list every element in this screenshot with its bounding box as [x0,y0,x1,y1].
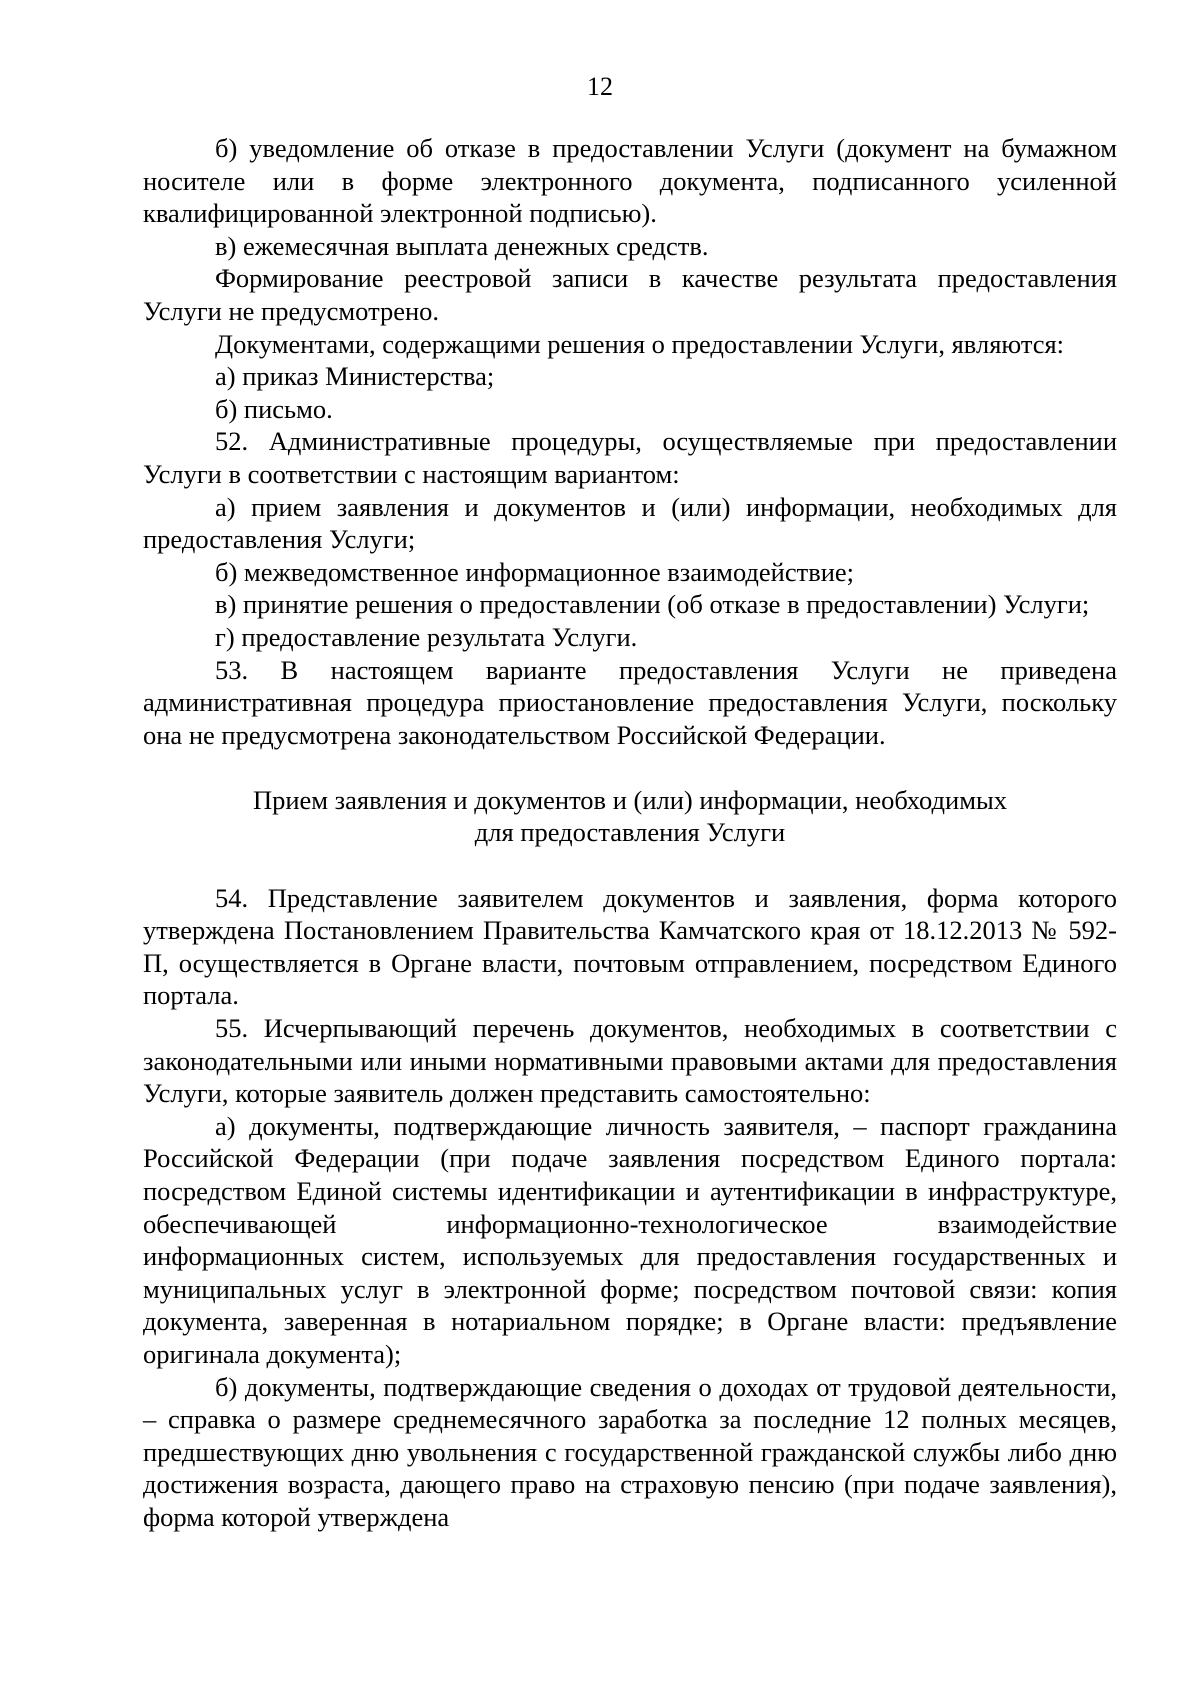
paragraph: 52. Административные процедуры, осуществляемые при предоставлении Услуги в соответствии с настоящим вариантом: [143,426,1117,489]
spacer [143,849,1117,882]
paragraph: Формирование реестровой записи в качестве результата предоставления Услуги не предусмотрено. [143,263,1117,326]
section-heading [143,784,1117,849]
spacer [143,751,1117,784]
paragraph: г) предоставление результата Услуги. [215,621,638,652]
paragraph: б) уведомление об отказе в предоставлении Услуги (документ на бумажном носителе или в форме электронного документа, подписанного усиленной квалифицированной электронной подписью). [143,133,1117,229]
page-number: 12 [587,72,613,101]
paragraph: б) документы, подтверждающие сведения о доходах от трудовой деятельности, – справка о размере среднемесячного заработка за последние 12 полных месяцев, предшествующих дню увольнения с государственной гражданской службы либо дню достижения возраста, дающего право на страховую пенсию (при подаче заявления), форма которой утверждена [143,1371,1117,1532]
paragraph: а) приказ Министерства; [215,361,495,392]
paragraph: в) принятие решения о предоставлении (об отказе в предоставлении) Услуги; [215,589,1090,620]
paragraph: а) документы, подтверждающие личность заявителя, – паспорт гражданина Российской Федерации (при подаче заявления посредством Единого портала: посредством Единой системы идентификации и аутентификации в инфраструктуре, обеспечивающей информационно-технологическое взаимодействие информационных систем, используемых для предоставления государственных и муниципальных услуг в электронной форме; посредством почтовой связи: копия документа, заверенная в нотариальном порядке; в Органе власти: предъявление оригинала документа); [143,1110,1117,1369]
paragraph: 55. Исчерпывающий перечень документов, необходимых в соответствии с законодательными или иными нормативными правовыми актами для предоставления Услуги, которые заявитель должен представить самостоятельно: [143,1013,1117,1109]
document-body [143,132,1117,1534]
paragraph: 54. Представление заявителем документов и заявления, форма которого утверждена Постановлением Правительства Камчатского края от 18.12.2013 № 592-П, осуществляется в Органе власти, почтовым отправлением, посредством Единого портала. [143,882,1117,1011]
section-heading-line: для предоставления Услуги [474,817,786,848]
paragraph: б) письмо. [215,393,333,424]
paragraph: в) ежемесячная выплата денежных средств. [215,230,709,261]
paragraph: 53. В настоящем варианте предоставления Услуги не приведена административная процедура приостановление предоставления Услуги, поскольку она не предусмотрена законодательством Российской Федерации. [143,654,1117,750]
paragraph: а) прием заявления и документов и (или) информации, необходимых для предоставления Услуги; [143,491,1117,555]
paragraph: Документами, содержащими решения о предоставлении Услуги, являются: [215,328,1065,359]
paragraph: б) межведомственное информационное взаимодействие; [215,556,855,587]
section-heading-line: Прием заявления и документов и (или) информации, необходимых [252,784,1008,815]
